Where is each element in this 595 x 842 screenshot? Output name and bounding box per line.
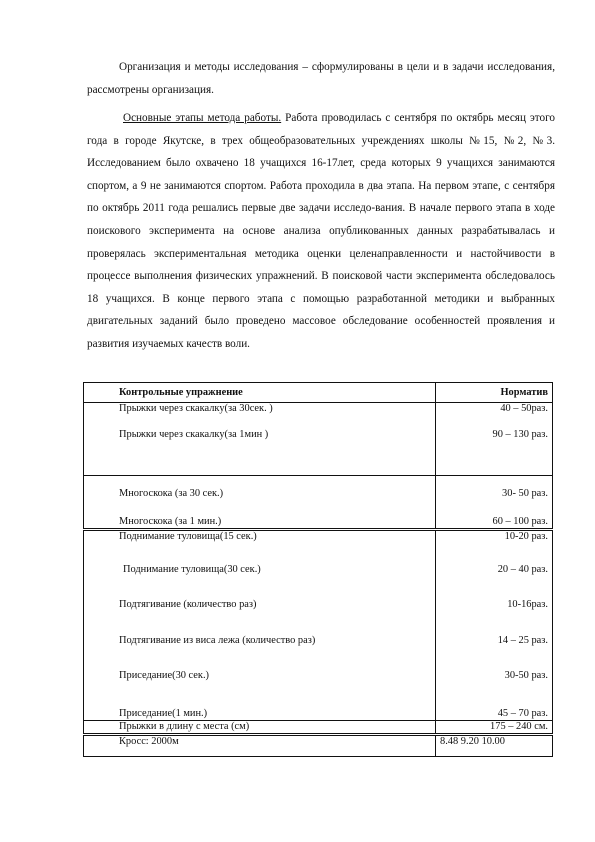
table-header-row [84, 383, 553, 403]
row-norm: 90 – 130 раз. [436, 429, 553, 476]
table-row [84, 635, 553, 670]
row-norm: 10-20 раз. [436, 530, 553, 564]
row-exercise: Кросс: 2000м [84, 735, 436, 757]
table-row [84, 476, 553, 513]
row-exercise: Подтягивание из виса лежа (количество раз) [84, 635, 436, 670]
row-norm: 30- 50 раз. [436, 476, 553, 513]
table-row [84, 429, 553, 476]
table-row [84, 564, 553, 599]
row-exercise: Многоскока (за 30 сек.) [84, 476, 436, 513]
row-exercise: Подтягивание (количество раз) [84, 599, 436, 635]
table-row [84, 721, 553, 735]
header-exercise: Контрольные упражнение [84, 383, 436, 403]
norms-table [83, 382, 553, 757]
table-row [84, 403, 553, 429]
row-exercise: Прыжки через скакалку(за 30сек. ) [84, 403, 436, 429]
row-exercise: Прыжки через скакалку(за 1мин ) [84, 429, 436, 476]
row-norm: 8.48 9.20 10.00 [436, 735, 553, 757]
table-row [84, 705, 553, 721]
row-norm: 40 – 50раз. [436, 403, 553, 429]
row-exercise: Поднимание туловища(30 сек.) [84, 564, 436, 599]
row-exercise: Приседание(1 мин.) [84, 705, 436, 721]
header-norm: Норматив [436, 383, 553, 403]
row-exercise: Поднимание туловища(15 сек.) [84, 530, 436, 564]
stages-heading: Основные этапы метода работы. [123, 112, 282, 124]
row-norm: 30-50 раз. [436, 670, 553, 705]
row-exercise: Приседание(30 сек.) [84, 670, 436, 705]
table-row [84, 735, 553, 757]
row-exercise: Прыжки в длину с места (см) [84, 721, 436, 735]
row-norm: 10-16раз. [436, 599, 553, 635]
stages-text: Работа проводилась с сентября по октябрь месяц этого года в городе Якутске, в трех общеобразовательных учреждениях школы №15, №2, №3. Исследованием было охвачено 18 учащихся 16-17лет, среда которых 9 учащихся занимаются спортом, а 9 не занимаются спортом. Работа проходила в два этапа. На первом этапе, с сентября по октябрь 2011 года решались первые две задачи исследо-вания. В начале первого этапа в ходе поискового эксперимента на основе анализа опубликованных данных разрабатывалась и проверялась экспериментальная методика оценки целенаправленности и настойчивости в процессе выполнения физических упражнений. В поисковой части эксперимента обследовалось 18 учащихся. В конце первого этапа с помощью разработанной методики и выбранных двигательных заданий было проведено массовое обследование особенностей проявления и развития изучаемых качеств воли. [87, 112, 555, 350]
table-row [84, 530, 553, 564]
row-norm: 45 – 70 раз. [436, 705, 553, 721]
row-exercise: Многоскока (за 1 мин.) [84, 513, 436, 530]
row-norm: 175 – 240 см. [436, 721, 553, 735]
paragraph-methods: Организация и методы исследования – сформулированы в цели и в задачи исследования, рассмотрены организация. [87, 61, 555, 96]
table-row [84, 513, 553, 530]
row-norm: 14 – 25 раз. [436, 635, 553, 670]
paragraph-stages [87, 107, 555, 356]
row-norm: 20 – 40 раз. [436, 564, 553, 599]
table-row [84, 670, 553, 705]
table-row [84, 599, 553, 635]
row-norm: 60 – 100 раз. [436, 513, 553, 530]
